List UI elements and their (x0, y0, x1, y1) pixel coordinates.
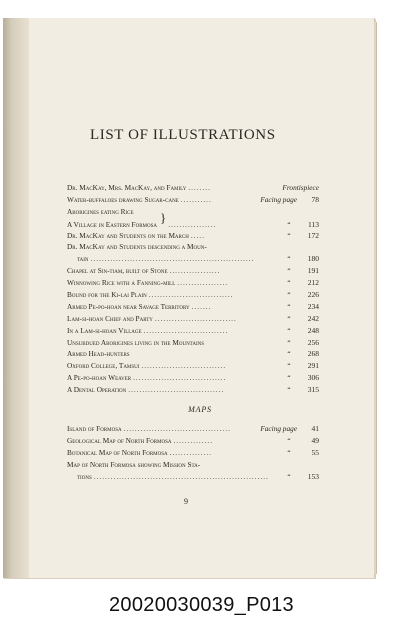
list-item: tain .......................................................... “ 180 (77, 254, 319, 264)
list-item: Water-buffaloes drawing Sugar-cane ........... Facing page 78 (67, 194, 319, 204)
list-item: A Village in Eastern Formosa } ................. “ 113 (67, 209, 319, 229)
list-item: Bound for the Ki-lai Plain .............................. “ 226 (67, 290, 319, 300)
list-item: tions .............................................................. “ 153 (77, 471, 319, 481)
list-item: Botanical Map of North Formosa ............... “ 55 (67, 447, 319, 457)
list-item: Unsubdued Aborigines living in the Mountains “ 256 (67, 337, 319, 347)
list-item: Chapel at Sin-tiam, built of Stone .................. “ 191 (67, 266, 319, 276)
illustrations-list (67, 183, 319, 397)
list-item: Dr. MacKay and Students descending a Moun- (67, 242, 207, 252)
list-item: Oxford College, Tamsui .............................. “ 291 (67, 361, 319, 371)
list-item: Geological Map of North Formosa .............. “ 49 (67, 435, 319, 445)
list-item: Armed Head-hunters “ 268 (67, 349, 319, 359)
image-caption: 20020030039_P013 (109, 594, 294, 616)
maps-heading: MAPS (188, 405, 212, 414)
list-item: Island of Formosa ...................................... Facing page 41 (67, 424, 319, 433)
page-number: 9 (184, 497, 188, 506)
list-item: A Dental Operation .................................. “ 315 (67, 385, 319, 395)
page-title: LIST OF ILLUSTRATIONS (90, 127, 276, 143)
book-gutter (3, 18, 29, 578)
list-item: Aborigines eating Rice (67, 206, 134, 216)
list-item: Lam-si-hoan Chief and Party ............................. “ 242 (67, 313, 319, 323)
list-item: In a Lam-si-hoan Village .............................. “ 248 (67, 325, 319, 335)
list-item: Dr. MacKay and Students on the March ..... “ 172 (67, 230, 319, 240)
list-item: Winnowing Rice with a Fanning-mill .................. “ 212 (67, 278, 319, 288)
list-item: Map of North Formosa showing Mission Sta- (67, 459, 201, 469)
list-item: Dr. MacKay, Mrs. MacKay, and Family ........ Frontispiece (67, 183, 319, 192)
list-item: Armed Pe-po-hoan near Savage Territory ....... “ 234 (67, 301, 319, 311)
maps-list (67, 424, 319, 483)
list-item: A Pe-po-hoan Weaver ................................. “ 306 (67, 373, 319, 383)
